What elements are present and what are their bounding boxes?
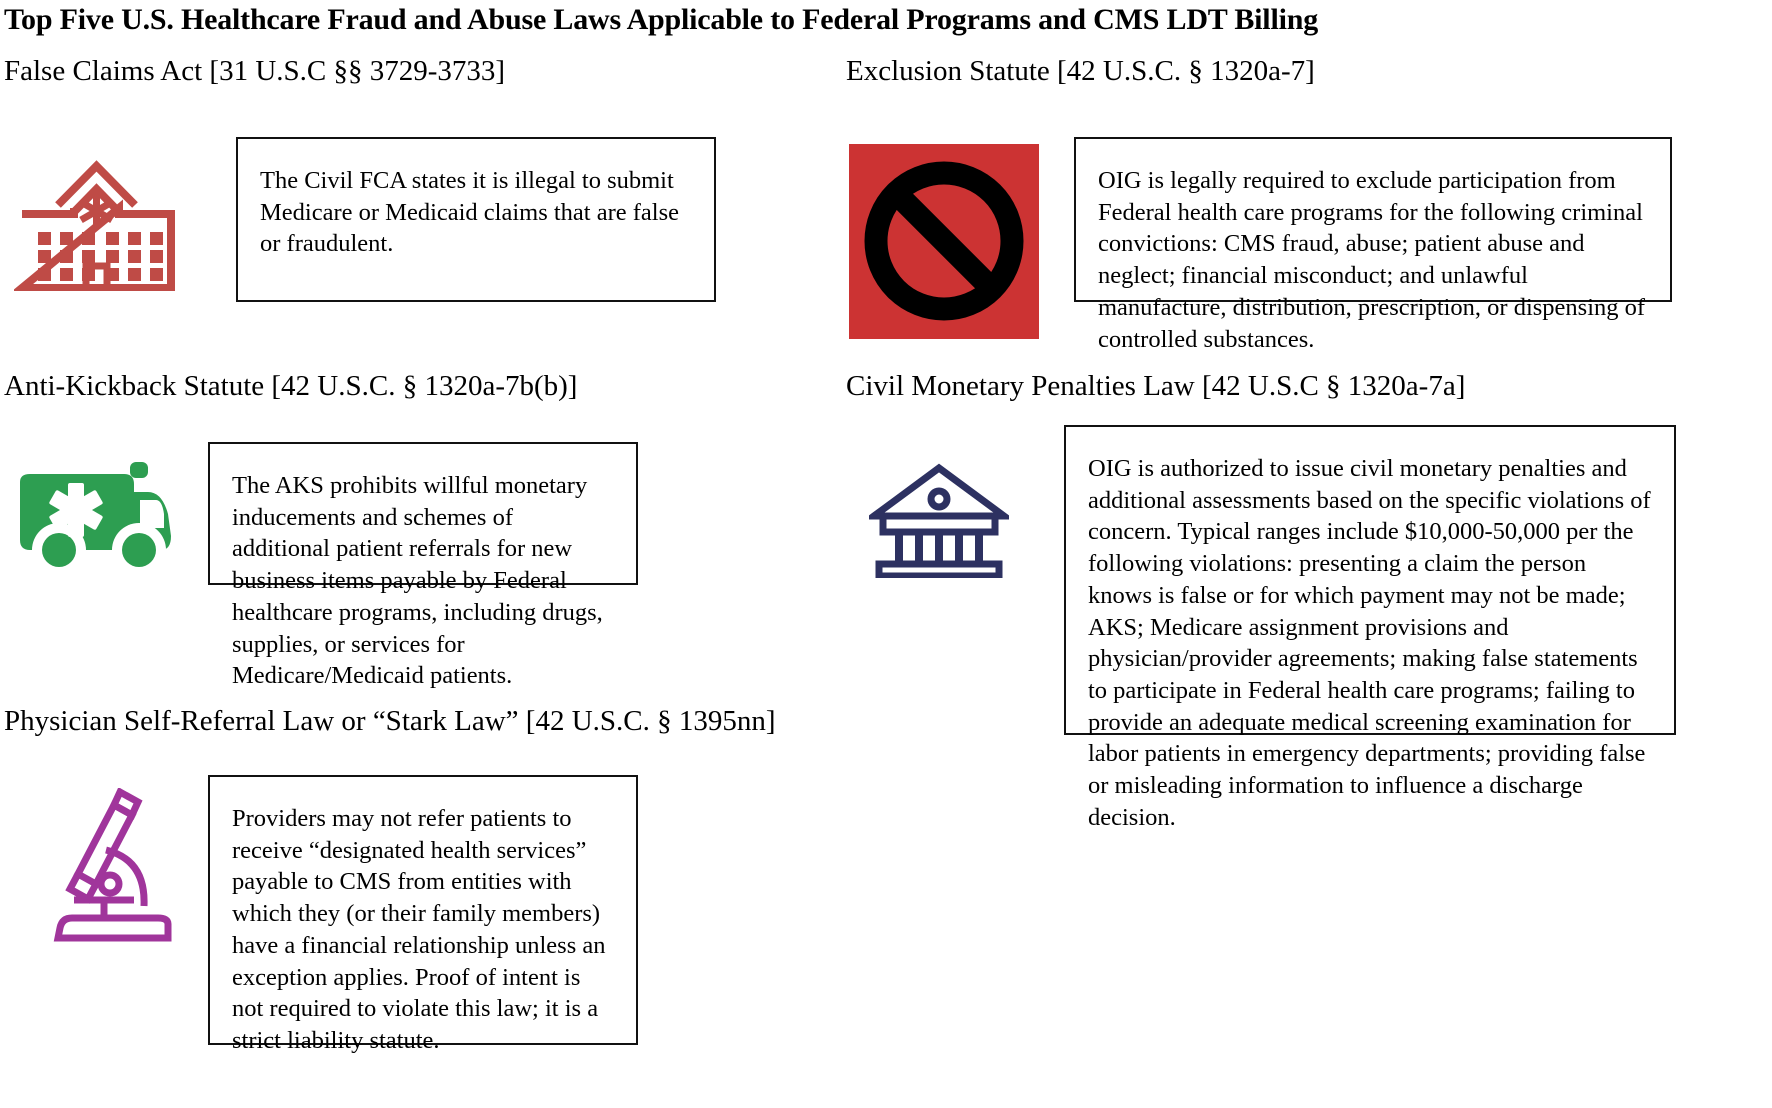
- ambulance-icon: [16, 462, 174, 580]
- textbox-exclusion-statute: [1074, 137, 1672, 353]
- textbox-body-exclusion-statute: OIG is legally required to exclude participation from Federal health care programs for the following criminal convictions: CMS fraud, abuse; patient abuse and neglect; financial misconduct; and unlawful manufacture, distribution, prescription, or dispensing of controlled substances.: [1098, 167, 1646, 353]
- textbox-civil-monetary-penalties-law: [1064, 425, 1676, 831]
- microscope-icon: [48, 788, 178, 948]
- section-heading-false-claims-act: False Claims Act [31 U.S.C §§ 3729-3733]: [4, 55, 506, 87]
- section-heading-civil-monetary-penalties-law: Civil Monetary Penalties Law [42 U.S.C § 1320a-7a]: [846, 370, 1466, 402]
- textbox-stark-law: [208, 775, 638, 1055]
- textbox-body-anti-kickback-statute: The AKS prohibits willful monetary inducements and schemes of additional patient referrals for new business items payable by Federal healthcare programs, including drugs, supplies, or services for Medicare/Medicaid patients.: [232, 472, 603, 690]
- hospital-icon: [14, 136, 179, 291]
- textbox-body-civil-monetary-penalties-law: OIG is authorized to issue civil monetary penalties and additional assessments based on the specific violations of concern. Typical ranges include $10,000-50,000 per the following violations: presenting a claim the person knows is false or for which payment may not be made; AKS; Medicare assignment provisions and physician/provider agreements; making false statements to participate in Federal health care programs; failing to provide an adequate medical screening examination for labor patients in emergency departments; providing false or misleading information to influence a discharge decision.: [1088, 455, 1651, 831]
- section-heading-exclusion-statute: Exclusion Statute [42 U.S.C. § 1320a-7]: [846, 55, 1315, 87]
- section-heading-anti-kickback-statute: Anti-Kickback Statute [42 U.S.C. § 1320a-7b(b)]: [4, 370, 578, 402]
- page-title: Top Five U.S. Healthcare Fraud and Abuse Laws Applicable to Federal Programs and CMS LDT Billing: [4, 3, 1318, 36]
- textbox-anti-kickback-statute: [208, 442, 638, 690]
- prohibition-sign-icon: [849, 144, 1039, 339]
- textbox-body-false-claims-act: The Civil FCA states it is illegal to submit Medicare or Medicaid claims that are false or fraudulent.: [260, 167, 680, 258]
- textbox-false-claims-act: [236, 137, 716, 302]
- section-heading-stark-law: Physician Self-Referral Law or “Stark Law” [42 U.S.C. § 1395nn]: [4, 705, 776, 737]
- bank-icon: [869, 458, 1009, 578]
- textbox-body-stark-law: Providers may not refer patients to receive “designated health services” payable to CMS from entities with which they (or their family members) have a financial relationship unless an exception applies. Proof of intent is not required to violate this law; it is a strict liability statute.: [232, 805, 606, 1055]
